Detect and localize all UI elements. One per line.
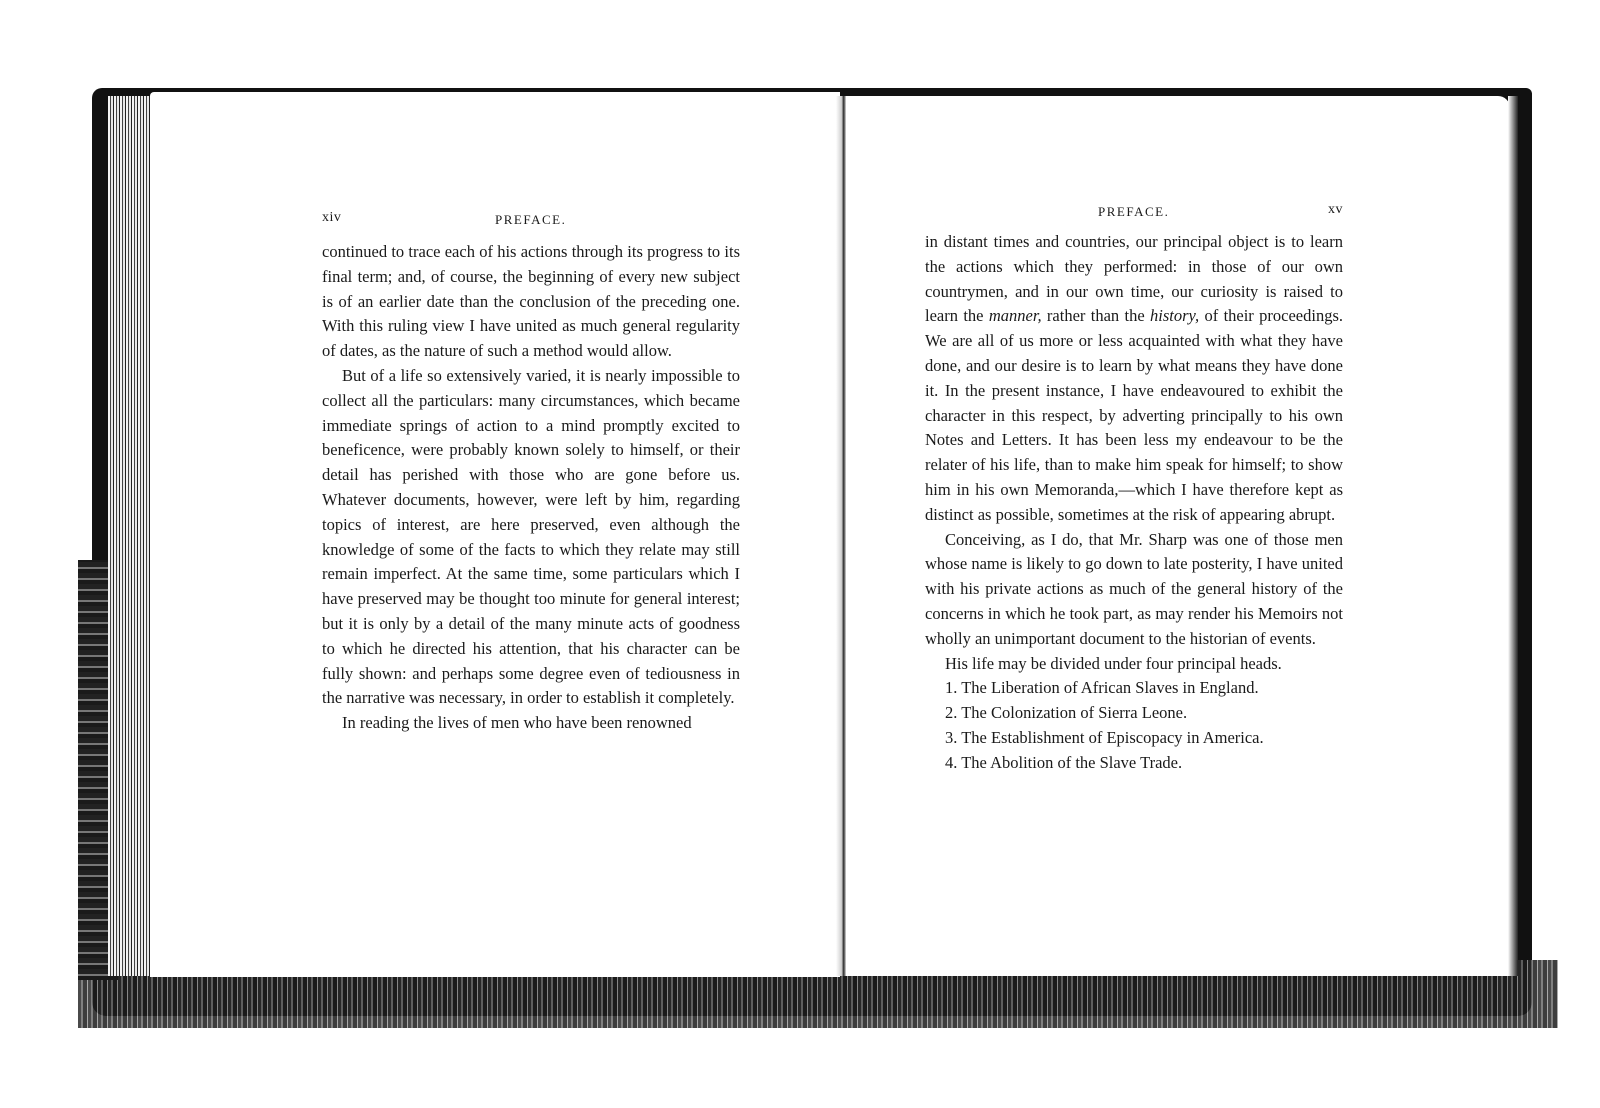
running-head-right: PREFACE. bbox=[1098, 204, 1170, 219]
text-run: of their proceedings. We are all of us more or less acquainted with what they have done, and our desire is to learn by what means they have done it. In the present instance, I have endeavoured to exhibit the character in this respect, by adverting principally to his own Notes and Letters. It has been less my endeavour to be the relater of his life, than to make him speak for himself; to show him in his own Memoranda,—which I have therefore kept as distinct as possible, sometimes at the risk of appearing abrupt. bbox=[925, 306, 1344, 524]
text-run: rather than the bbox=[1041, 306, 1151, 326]
left-page bbox=[150, 92, 840, 977]
paragraph bbox=[925, 230, 1343, 528]
right-page-text bbox=[925, 230, 1343, 776]
paragraph: continued to trace each of his actions through its progress to its final term; and, of course, the beginning of every new subject is of an earlier date than the conclusion of the preceding one. With this ruling view I have united as much general regularity of dates, as the nature of such a method would allow. bbox=[322, 242, 740, 361]
paragraph: In reading the lives of men who have been renowned bbox=[342, 713, 692, 733]
list-item: 2. The Colonization of Sierra Leone. bbox=[945, 703, 1188, 723]
list-item: 4. The Abolition of the Slave Trade. bbox=[945, 752, 1183, 772]
emphasis-text: manner, bbox=[988, 306, 1042, 326]
right-page bbox=[846, 96, 1510, 976]
page-number-left: xiv bbox=[322, 210, 342, 225]
text-run: in distant times and countries, our principal object is to learn the actions which they performed: in those of our own countrymen, and in our own time, our curiosity is raised to learn the bbox=[925, 232, 1343, 326]
book-right-edge bbox=[1508, 96, 1518, 976]
page-number-right: xv bbox=[1328, 202, 1343, 217]
list-item: 1. The Liberation of African Slaves in England. bbox=[945, 678, 1259, 698]
left-page-text bbox=[322, 240, 740, 736]
running-head-left: PREFACE. bbox=[495, 212, 567, 227]
emphasis-text: history, bbox=[1150, 306, 1200, 326]
paragraph: But of a life so extensively varied, it is nearly impossible to collect all the particulars: many circumstances, which became immediate springs of action to a mind promptly excited to beneficence, were probably known solely to himself, or their detail has perished with those who are gone before us. Whatever documents, however, were left by him, regarding topics of interest, are here preserved, even although the knowledge of some of the facts to which they relate may still remain imperfect. At the same time, some particulars which I have preserved may be thought too minute for general interest; but it is only by a detail of the many minute acts of goodness to which he directed his attention, that his character can be fully shown: and perhaps some degree even of tediousness in the narrative was necessary, in order to establish it completely. bbox=[322, 365, 740, 708]
page-stack-edge bbox=[108, 96, 152, 976]
paragraph: His life may be divided under four principal heads. bbox=[945, 653, 1282, 673]
paragraph: Conceiving, as I do, that Mr. Sharp was one of those men whose name is likely to go down to late posterity, I have united with his private actions as much of the general history of the concerns in which he took part, as may render his Memoirs not wholly an unimportant document to the historian of events. bbox=[925, 529, 1343, 648]
list-item: 3. The Establishment of Episcopacy in America. bbox=[945, 727, 1264, 747]
